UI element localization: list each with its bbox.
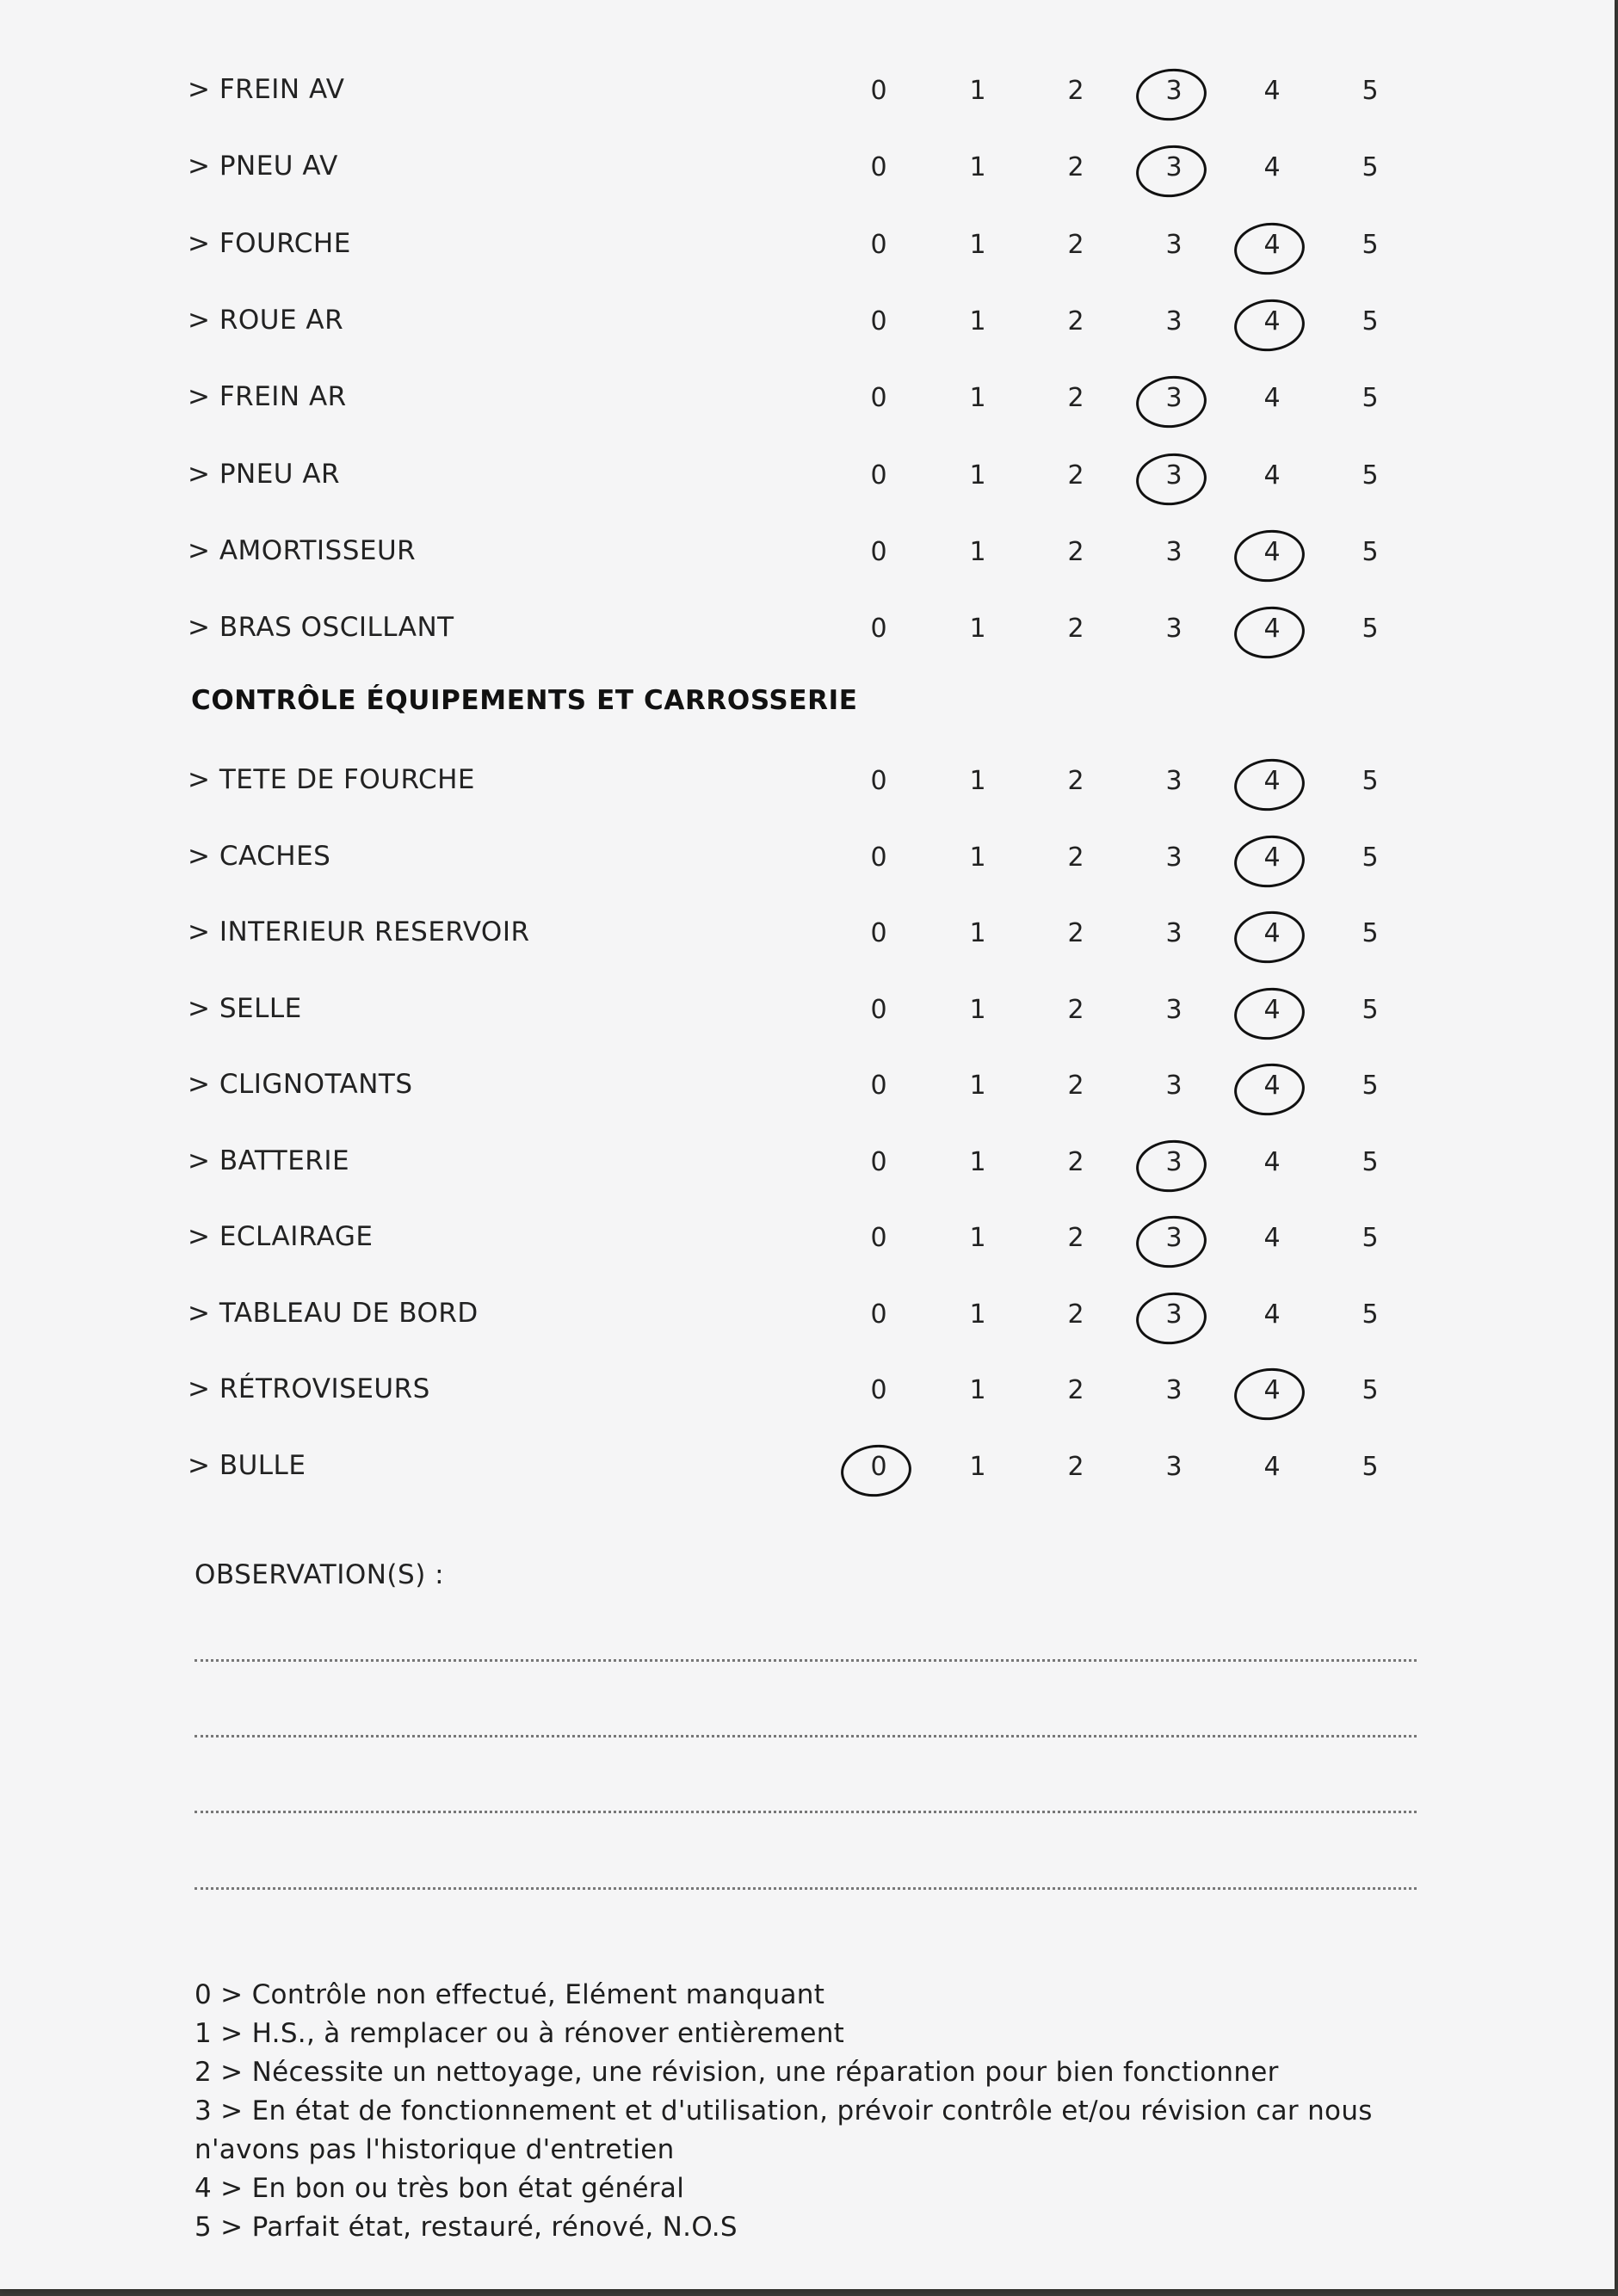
rating-option-value: 1 [969, 306, 986, 336]
rating-option-value: 5 [1362, 842, 1379, 873]
rating-row [188, 1214, 1427, 1266]
rating-option-0[interactable] [861, 306, 896, 336]
rating-option-2[interactable] [1059, 614, 1093, 644]
rating-option-value: 3 [1165, 766, 1183, 796]
rating-option-value: 0 [870, 536, 887, 567]
rating-option-1[interactable] [960, 766, 995, 796]
rating-option-5[interactable] [1353, 460, 1387, 491]
legend-item-5: 5 > Parfait état, restauré, rénové, N.O.S [195, 2212, 738, 2243]
observation-line-1[interactable] [195, 1659, 1417, 1662]
rating-option-value: 3 [1165, 306, 1183, 336]
rating-option-4[interactable] [1255, 460, 1289, 491]
rating-option-value: 2 [1067, 536, 1084, 567]
rating-row-label: > BATTERIE [188, 1145, 350, 1176]
rating-option-5[interactable] [1353, 1223, 1387, 1253]
legend-item-3: 3 > En état de fonctionnement et d'utilisation, prévoir contrôle et/ou révision car nous n'avons pas l'historique d'entretien [195, 2095, 1373, 2165]
rating-option-1[interactable] [960, 152, 995, 182]
rating-option-value: 0 [870, 229, 887, 260]
rating-option-4[interactable] [1255, 383, 1289, 413]
rating-option-3[interactable] [1157, 1375, 1191, 1405]
rating-option-2[interactable] [1059, 76, 1093, 106]
rating-option-value: 2 [1067, 614, 1084, 645]
rating-option-3[interactable] [1157, 76, 1191, 106]
rating-option-value: 5 [1362, 152, 1379, 183]
rating-option-value: 1 [969, 766, 986, 796]
rating-option-5[interactable] [1353, 1147, 1387, 1177]
rating-option-value: 2 [1067, 1146, 1084, 1177]
rating-row [188, 374, 1427, 426]
rating-option-value: 4 [1263, 383, 1281, 414]
rating-option-value: 5 [1362, 76, 1379, 106]
rating-option-2[interactable] [1059, 1147, 1093, 1177]
observation-line-3[interactable] [195, 1811, 1417, 1813]
rating-row-label: > INTERIEUR RESERVOIR [188, 917, 530, 947]
rating-option-value: 2 [1067, 76, 1084, 106]
rating-option-0[interactable] [861, 1452, 896, 1482]
rating-option-5[interactable] [1353, 1299, 1387, 1330]
rating-row-label: > ECLAIRAGE [188, 1221, 374, 1252]
rating-option-1[interactable] [960, 1299, 995, 1330]
rating-option-value: 3 [1165, 229, 1183, 260]
rating-option-value: 3 [1165, 842, 1183, 873]
rating-option-2[interactable] [1059, 152, 1093, 182]
rating-option-value: 0 [870, 383, 887, 414]
rating-option-value: 2 [1067, 229, 1084, 260]
rating-row [188, 757, 1427, 809]
rating-option-value: 1 [969, 1146, 986, 1177]
rating-option-0[interactable] [861, 1375, 896, 1405]
rating-option-value: 5 [1362, 460, 1379, 491]
rating-option-value: 4 [1263, 1223, 1281, 1253]
rating-option-value: 5 [1362, 536, 1379, 567]
rating-row-label: > SELLE [188, 992, 302, 1024]
rating-option-5[interactable] [1353, 230, 1387, 260]
rating-option-value: 5 [1362, 766, 1379, 796]
rating-row-label: > PNEU AV [188, 151, 338, 182]
rating-row-label: > BULLE [188, 1449, 306, 1481]
rating-option-value: 1 [969, 994, 986, 1025]
rating-option-1[interactable] [960, 1375, 995, 1405]
rating-option-value: 2 [1067, 152, 1084, 183]
rating-option-2[interactable] [1059, 918, 1093, 948]
rating-row-label: > TETE DE FOURCHE [188, 764, 475, 795]
rating-row-label: > CLIGNOTANTS [188, 1069, 413, 1100]
rating-option-value: 4 [1263, 1146, 1281, 1177]
rating-row [188, 1139, 1427, 1190]
rating-option-4[interactable] [1255, 1299, 1289, 1330]
rating-option-2[interactable] [1059, 842, 1093, 873]
rating-option-0[interactable] [861, 1223, 896, 1253]
rating-legend [195, 1976, 1417, 2247]
rating-option-value: 2 [1067, 1299, 1084, 1330]
rating-option-1[interactable] [960, 842, 995, 873]
rating-option-4[interactable] [1255, 614, 1289, 644]
rating-option-4[interactable] [1255, 842, 1289, 873]
rating-option-value: 5 [1362, 306, 1379, 336]
rating-option-value: 2 [1067, 766, 1084, 796]
rating-option-value: 5 [1362, 1146, 1379, 1177]
rating-option-value: 0 [870, 1299, 887, 1330]
rating-option-value: 2 [1067, 1451, 1084, 1482]
rating-row [188, 1367, 1427, 1418]
rating-option-3[interactable] [1157, 1071, 1191, 1101]
rating-option-5[interactable] [1353, 766, 1387, 796]
rating-option-value: 3 [1165, 1375, 1183, 1405]
rating-option-value: 2 [1067, 1071, 1084, 1101]
rating-row-label: > RÉTROVISEURS [188, 1373, 430, 1404]
rating-option-3[interactable] [1157, 1223, 1191, 1253]
rating-option-value: 1 [969, 229, 986, 260]
rating-option-2[interactable] [1059, 537, 1093, 567]
rating-option-1[interactable] [960, 230, 995, 260]
rating-option-value: 5 [1362, 1451, 1379, 1482]
legend-item-1: 1 > H.S., à remplacer ou à rénover entièrement [195, 2018, 845, 2049]
rating-option-value: 4 [1263, 1071, 1281, 1101]
rating-option-value: 1 [969, 918, 986, 948]
rating-option-value: 5 [1362, 994, 1379, 1025]
rating-row [188, 910, 1427, 961]
rating-option-5[interactable] [1353, 842, 1387, 873]
rating-option-value: 4 [1263, 536, 1281, 567]
rating-option-value: 0 [870, 994, 887, 1025]
rating-option-1[interactable] [960, 614, 995, 644]
rating-option-0[interactable] [861, 152, 896, 182]
rating-option-5[interactable] [1353, 614, 1387, 644]
rating-option-value: 5 [1362, 614, 1379, 645]
rating-option-value: 0 [870, 766, 887, 796]
rating-option-value: 0 [870, 842, 887, 873]
observation-line-2[interactable] [195, 1735, 1417, 1737]
rating-option-value: 3 [1165, 1146, 1183, 1177]
rating-option-2[interactable] [1059, 1071, 1093, 1101]
rating-option-value: 0 [870, 918, 887, 948]
rating-option-value: 2 [1067, 460, 1084, 491]
rating-option-value: 0 [870, 1223, 887, 1253]
rating-option-value: 0 [870, 76, 887, 106]
rating-option-2[interactable] [1059, 995, 1093, 1025]
legend-item-0: 0 > Contrôle non effectué, Elément manquant [195, 1979, 825, 2010]
observation-line-4[interactable] [195, 1887, 1417, 1890]
rating-row-label: > BRAS OSCILLANT [188, 612, 454, 644]
rating-option-value: 5 [1362, 229, 1379, 260]
rating-option-1[interactable] [960, 460, 995, 491]
rating-option-2[interactable] [1059, 1452, 1093, 1482]
rating-option-4[interactable] [1255, 306, 1289, 336]
rating-option-value: 2 [1067, 918, 1084, 948]
rating-option-0[interactable] [861, 1299, 896, 1330]
rating-option-0[interactable] [861, 614, 896, 644]
rating-option-0[interactable] [861, 1147, 896, 1177]
rating-option-5[interactable] [1353, 306, 1387, 336]
section-title-equipment: CONTRÔLE ÉQUIPEMENTS ET CARROSSERIE [191, 685, 858, 716]
rating-row-label: > ROUE AR [188, 304, 344, 336]
rating-option-value: 1 [969, 460, 986, 491]
rating-option-value: 2 [1067, 1223, 1084, 1253]
rating-option-value: 3 [1165, 383, 1183, 414]
rating-option-3[interactable] [1157, 1299, 1191, 1330]
rating-option-value: 3 [1165, 1223, 1183, 1253]
rating-option-value: 5 [1362, 1223, 1379, 1253]
rating-option-5[interactable] [1353, 1375, 1387, 1405]
rating-option-0[interactable] [861, 995, 896, 1025]
rating-row [188, 1291, 1427, 1342]
rating-option-3[interactable] [1157, 1147, 1191, 1177]
rating-row [188, 67, 1427, 119]
rating-option-4[interactable] [1255, 152, 1289, 182]
rating-option-value: 4 [1263, 152, 1281, 183]
rating-option-value: 2 [1067, 994, 1084, 1025]
rating-option-value: 4 [1263, 1451, 1281, 1482]
rating-option-4[interactable] [1255, 918, 1289, 948]
rating-option-value: 3 [1165, 76, 1183, 106]
rating-row-label: > FREIN AV [188, 74, 345, 105]
rating-row-label: > TABLEAU DE BORD [188, 1297, 479, 1329]
rating-option-value: 1 [969, 1299, 986, 1330]
rating-option-3[interactable] [1157, 383, 1191, 413]
rating-option-3[interactable] [1157, 918, 1191, 948]
rating-option-0[interactable] [861, 1071, 896, 1101]
rating-option-3[interactable] [1157, 766, 1191, 796]
rating-row [188, 528, 1427, 580]
observations-label: OBSERVATION(S) : [195, 1559, 445, 1590]
rating-row [188, 1062, 1427, 1114]
rating-row [188, 986, 1427, 1038]
rating-option-5[interactable] [1353, 1071, 1387, 1101]
rating-row-label: > PNEU AR [188, 458, 341, 490]
rating-option-value: 5 [1362, 1375, 1379, 1405]
rating-option-value: 5 [1362, 1299, 1379, 1330]
rating-option-4[interactable] [1255, 537, 1289, 567]
rating-option-value: 0 [870, 460, 887, 491]
rating-option-1[interactable] [960, 995, 995, 1025]
rating-option-value: 3 [1165, 460, 1183, 491]
rating-option-5[interactable] [1353, 918, 1387, 948]
rating-option-value: 4 [1263, 76, 1281, 106]
rating-option-3[interactable] [1157, 306, 1191, 336]
rating-option-3[interactable] [1157, 995, 1191, 1025]
rating-option-4[interactable] [1255, 1375, 1289, 1405]
rating-option-value: 5 [1362, 1071, 1379, 1101]
rating-option-value: 0 [870, 152, 887, 183]
rating-option-0[interactable] [861, 383, 896, 413]
rating-option-1[interactable] [960, 537, 995, 567]
rating-option-value: 4 [1263, 766, 1281, 796]
rating-option-2[interactable] [1059, 1375, 1093, 1405]
rating-row [188, 834, 1427, 886]
rating-row [188, 298, 1427, 349]
rating-option-value: 5 [1362, 918, 1379, 948]
rating-option-value: 1 [969, 1071, 986, 1101]
rating-option-5[interactable] [1353, 995, 1387, 1025]
rating-option-value: 4 [1263, 306, 1281, 336]
rating-option-value: 4 [1263, 994, 1281, 1025]
rating-option-value: 1 [969, 1451, 986, 1482]
rating-option-4[interactable] [1255, 766, 1289, 796]
rating-option-3[interactable] [1157, 1452, 1191, 1482]
rating-row [188, 144, 1427, 195]
rating-option-3[interactable] [1157, 460, 1191, 491]
rating-option-0[interactable] [861, 76, 896, 106]
rating-option-4[interactable] [1255, 1452, 1289, 1482]
rating-row-label: > FOURCHE [188, 227, 351, 259]
rating-option-0[interactable] [861, 537, 896, 567]
rating-option-value: 0 [870, 306, 887, 336]
rating-option-value: 3 [1165, 152, 1183, 183]
rating-option-5[interactable] [1353, 383, 1387, 413]
rating-option-1[interactable] [960, 1147, 995, 1177]
rating-option-5[interactable] [1353, 152, 1387, 182]
rating-option-value: 3 [1165, 614, 1183, 645]
rating-option-value: 1 [969, 1375, 986, 1405]
rating-option-1[interactable] [960, 306, 995, 336]
rating-option-value: 1 [969, 614, 986, 645]
rating-option-value: 0 [870, 1375, 887, 1405]
rating-option-1[interactable] [960, 1071, 995, 1101]
rating-option-2[interactable] [1059, 383, 1093, 413]
rating-option-5[interactable] [1353, 1452, 1387, 1482]
rating-row-label: > FREIN AR [188, 381, 347, 413]
rating-option-2[interactable] [1059, 460, 1093, 491]
rating-option-value: 1 [969, 536, 986, 567]
rating-option-value: 1 [969, 76, 986, 106]
rating-option-4[interactable] [1255, 76, 1289, 106]
rating-option-value: 3 [1165, 994, 1183, 1025]
rating-row-label: > AMORTISSEUR [188, 534, 417, 566]
rating-option-value: 0 [870, 1451, 887, 1482]
rating-option-0[interactable] [861, 842, 896, 873]
rating-option-value: 4 [1263, 460, 1281, 491]
rating-option-value: 0 [870, 1146, 887, 1177]
rating-row-label: > CACHES [188, 840, 331, 872]
rating-option-value: 2 [1067, 842, 1084, 873]
rating-option-value: 2 [1067, 1375, 1084, 1405]
rating-row [188, 452, 1427, 503]
rating-option-value: 4 [1263, 918, 1281, 948]
rating-option-value: 3 [1165, 1299, 1183, 1330]
rating-option-value: 1 [969, 383, 986, 414]
rating-option-1[interactable] [960, 76, 995, 106]
rating-option-value: 1 [969, 152, 986, 183]
rating-option-3[interactable] [1157, 152, 1191, 182]
rating-row [188, 221, 1427, 273]
rating-option-2[interactable] [1059, 306, 1093, 336]
rating-option-1[interactable] [960, 1223, 995, 1253]
rating-option-value: 4 [1263, 614, 1281, 645]
rating-option-value: 4 [1263, 842, 1281, 873]
rating-option-4[interactable] [1255, 1071, 1289, 1101]
rating-option-4[interactable] [1255, 1147, 1289, 1177]
legend-item-2: 2 > Nécessite un nettoyage, une révision, une réparation pour bien fonctionner [195, 2057, 1279, 2088]
rating-option-value: 5 [1362, 383, 1379, 414]
rating-option-0[interactable] [861, 460, 896, 491]
rating-option-1[interactable] [960, 383, 995, 413]
rating-option-2[interactable] [1059, 1299, 1093, 1330]
rating-option-value: 2 [1067, 306, 1084, 336]
rating-option-value: 4 [1263, 1375, 1281, 1405]
rating-option-4[interactable] [1255, 995, 1289, 1025]
rating-option-4[interactable] [1255, 230, 1289, 260]
rating-option-value: 2 [1067, 383, 1084, 414]
rating-option-value: 3 [1165, 1071, 1183, 1101]
rating-option-value: 4 [1263, 229, 1281, 260]
rating-option-2[interactable] [1059, 766, 1093, 796]
rating-option-1[interactable] [960, 1452, 995, 1482]
rating-option-value: 0 [870, 1071, 887, 1101]
rating-option-value: 3 [1165, 1451, 1183, 1482]
legend-item-4: 4 > En bon ou très bon état général [195, 2173, 685, 2204]
rating-option-0[interactable] [861, 918, 896, 948]
rating-option-3[interactable] [1157, 537, 1191, 567]
rating-option-value: 4 [1263, 1299, 1281, 1330]
rating-option-3[interactable] [1157, 842, 1191, 873]
rating-option-3[interactable] [1157, 614, 1191, 644]
rating-option-0[interactable] [861, 766, 896, 796]
rating-option-5[interactable] [1353, 537, 1387, 567]
rating-row [188, 605, 1427, 657]
rating-option-value: 3 [1165, 918, 1183, 948]
rating-option-1[interactable] [960, 918, 995, 948]
rating-option-0[interactable] [861, 230, 896, 260]
rating-option-3[interactable] [1157, 230, 1191, 260]
rating-option-2[interactable] [1059, 230, 1093, 260]
rating-option-2[interactable] [1059, 1223, 1093, 1253]
rating-option-value: 0 [870, 614, 887, 645]
rating-option-value: 3 [1165, 536, 1183, 567]
rating-option-value: 1 [969, 842, 986, 873]
rating-option-5[interactable] [1353, 76, 1387, 106]
rating-option-4[interactable] [1255, 1223, 1289, 1253]
rating-row [188, 1443, 1427, 1495]
rating-option-value: 1 [969, 1223, 986, 1253]
